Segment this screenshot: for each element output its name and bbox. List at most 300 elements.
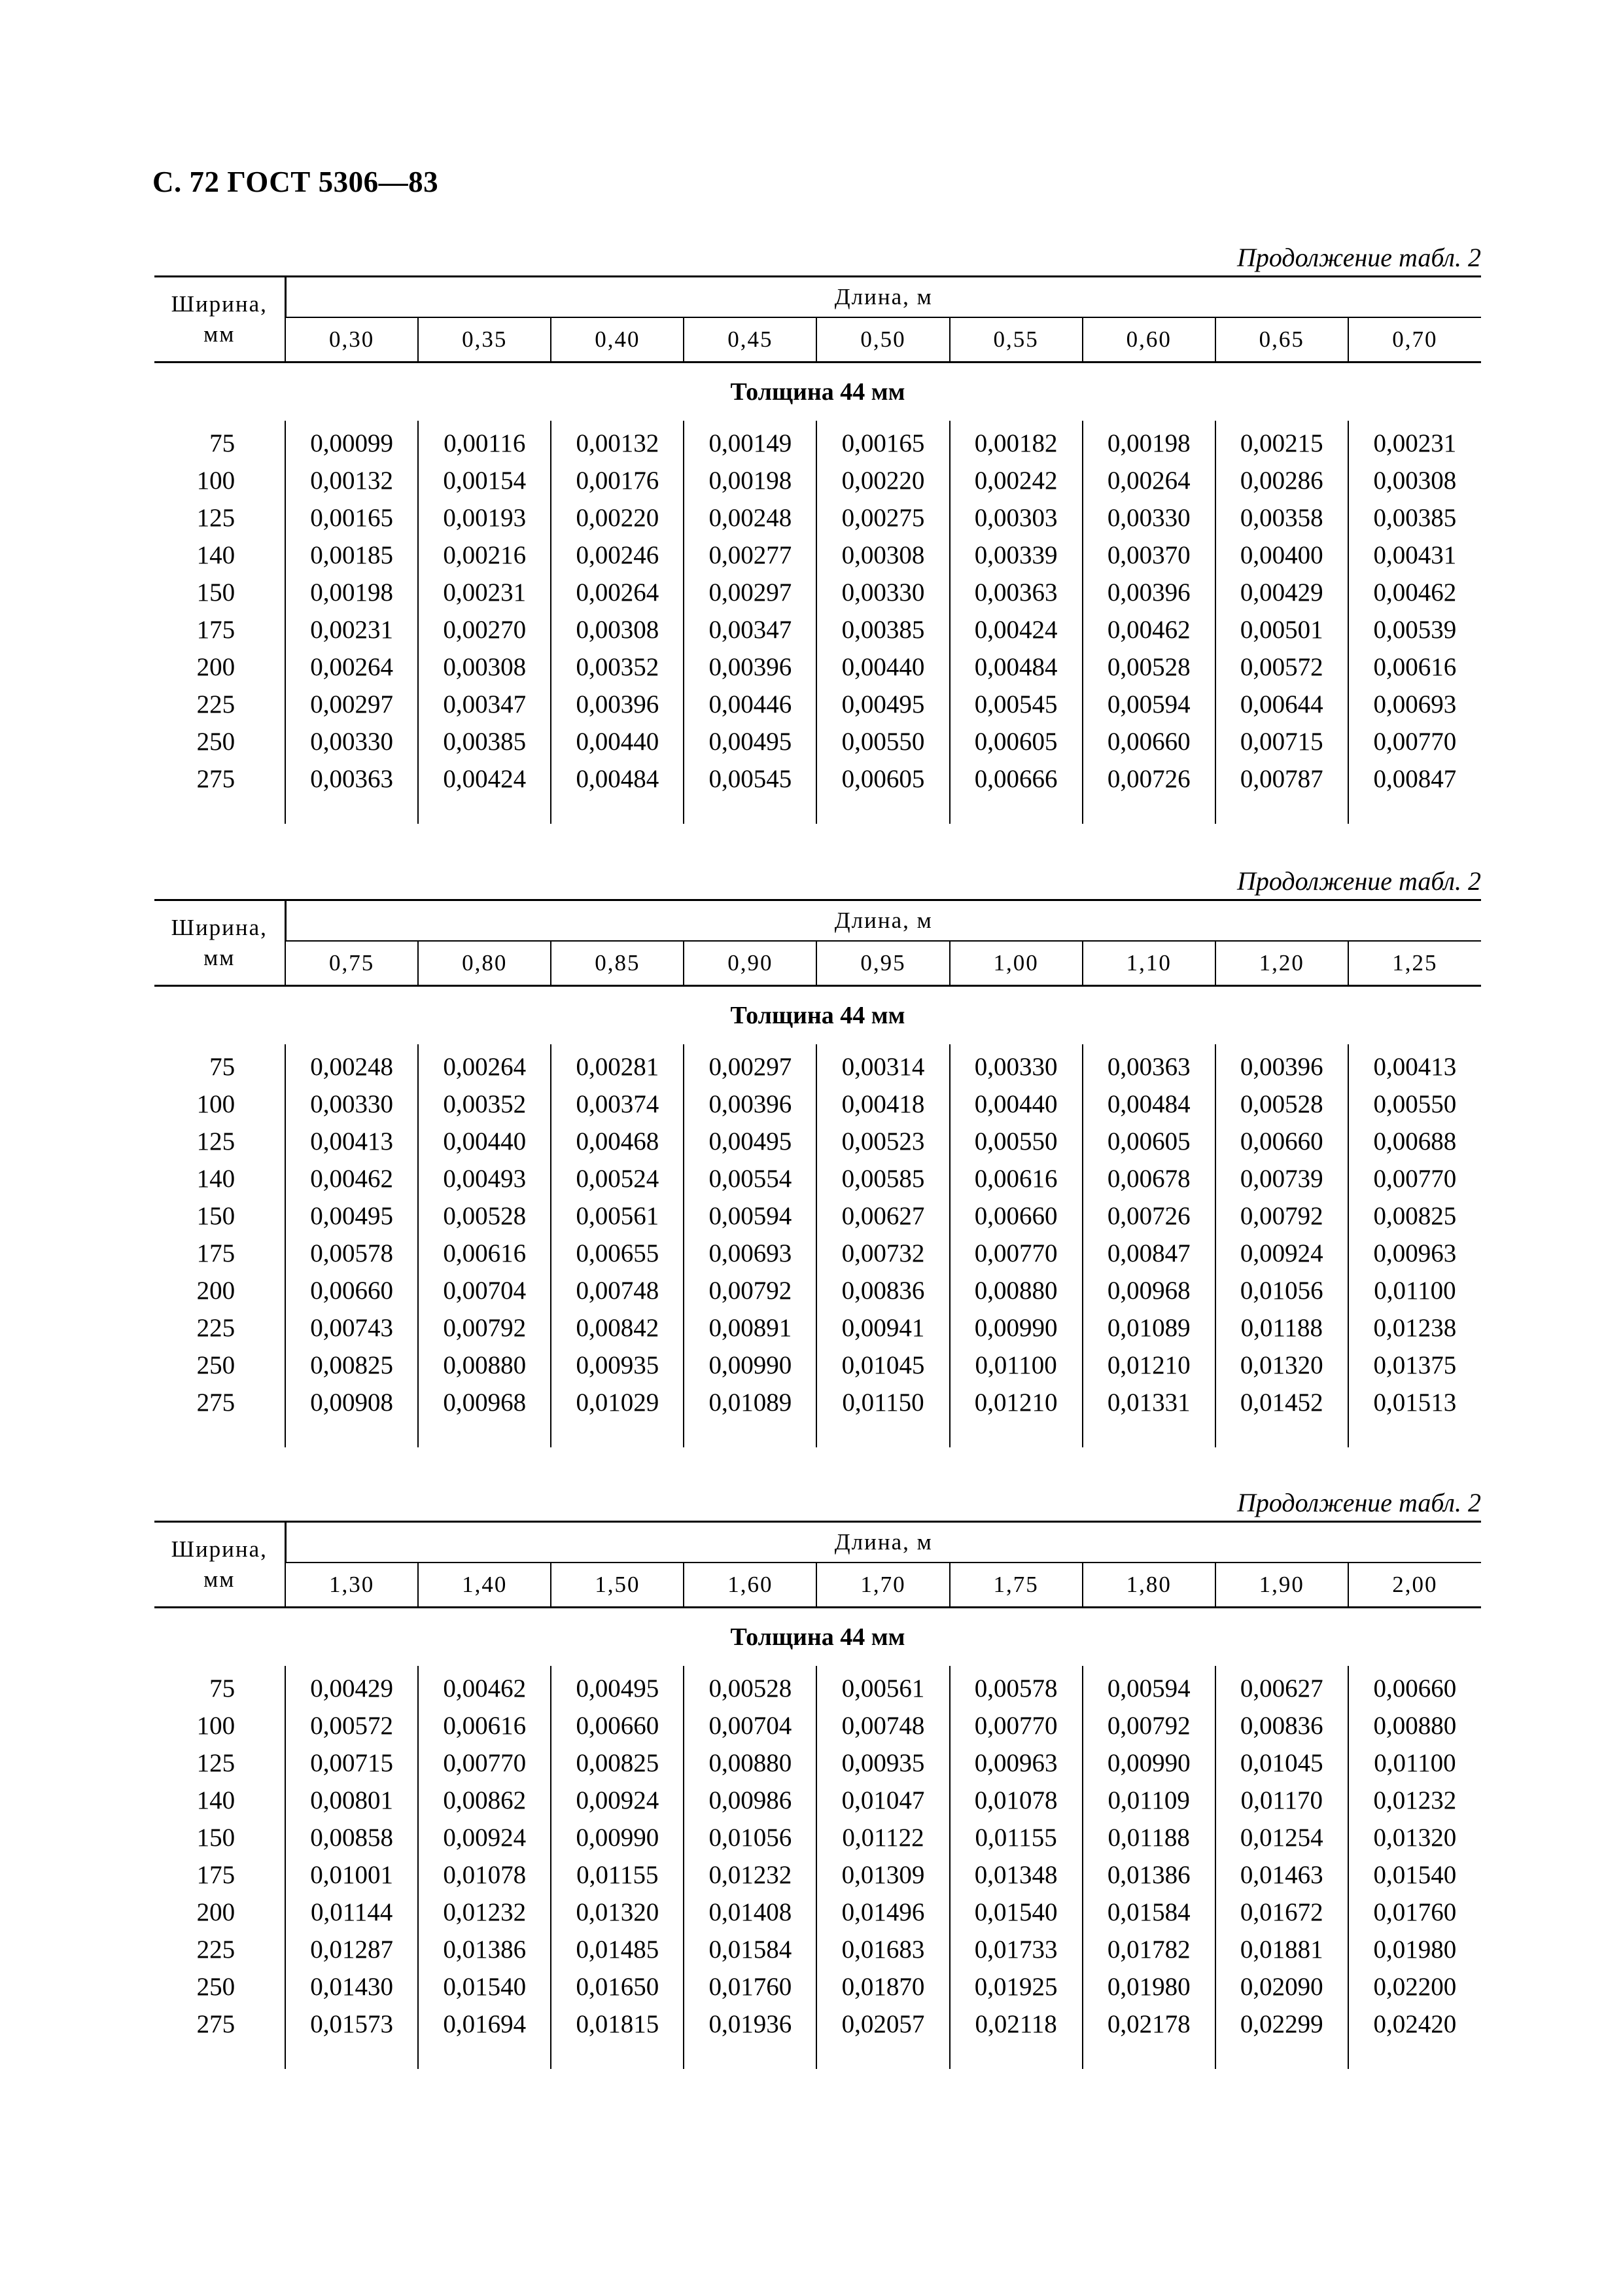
length-header-cell: 0,30: [285, 317, 418, 362]
width-cell: 200: [196, 1898, 236, 1926]
volume-cell: 0,01408: [684, 1894, 816, 1931]
volume-cell: 0,01089: [1083, 1309, 1215, 1347]
length-header-cell: 1,20: [1215, 941, 1348, 986]
width-cell: 75: [209, 1053, 236, 1081]
width-header-text: Ширина, мм: [171, 291, 268, 347]
volume-cell: 0,00286: [1215, 462, 1348, 499]
table-row: [154, 686, 1481, 723]
table-row: [154, 1782, 1481, 1819]
volume-cell: 0,00644: [1215, 686, 1348, 723]
table-row: [154, 2005, 1481, 2043]
volume-cell: 0,00847: [1083, 1235, 1215, 1272]
volume-cell: 0,01980: [1083, 1968, 1215, 2005]
width-cell: 125: [196, 504, 236, 532]
table-row: [154, 648, 1481, 686]
volume-cell: 0,00528: [1215, 1086, 1348, 1123]
volume-cell: 0,01309: [816, 1856, 949, 1894]
volume-cell: 0,01232: [684, 1856, 816, 1894]
volume-cell: 0,00792: [1083, 1707, 1215, 1744]
length-header-cell: 0,65: [1215, 317, 1348, 362]
table-row: [154, 723, 1481, 760]
volume-cell: 0,00495: [684, 1123, 816, 1160]
table-block-3: [154, 1485, 1481, 2069]
volume-cell: 0,00330: [816, 574, 949, 611]
volume-cell: 0,00528: [1083, 648, 1215, 686]
volume-cell: 0,01287: [285, 1931, 418, 1968]
width-header-text: Ширина, мм: [171, 1536, 268, 1592]
volume-cell: 0,01672: [1215, 1894, 1348, 1931]
volume-cell: 0,00660: [1083, 723, 1215, 760]
length-header-cell: 1,90: [1215, 1563, 1348, 1608]
volume-cell: 0,00528: [418, 1197, 551, 1235]
volume-cell: 0,00605: [950, 723, 1083, 760]
volume-cell: 0,00363: [950, 574, 1083, 611]
volume-cell: 0,01375: [1348, 1347, 1481, 1384]
table-row: [154, 1819, 1481, 1856]
volume-cell: 0,00132: [285, 462, 418, 499]
volume-cell: 0,00550: [816, 723, 949, 760]
length-header-cell: 0,70: [1348, 317, 1481, 362]
volume-cell: 0,00578: [950, 1670, 1083, 1707]
volume-cell: 0,00358: [1215, 499, 1348, 537]
volume-cell: 0,00198: [1083, 425, 1215, 462]
volume-cell: 0,00231: [418, 574, 551, 611]
table-row: [154, 1968, 1481, 2005]
volume-cell: 0,00440: [551, 723, 684, 760]
volume-cell: 0,00704: [418, 1272, 551, 1309]
volume-cell: 0,00385: [816, 611, 949, 648]
volume-cell: 0,00198: [684, 462, 816, 499]
volume-cell: 0,01150: [816, 1384, 949, 1421]
volume-cell: 0,00484: [1083, 1086, 1215, 1123]
width-cell: 125: [196, 1749, 236, 1777]
table-row: [154, 425, 1481, 462]
volume-cell: 0,00246: [551, 537, 684, 574]
volume-cell: 0,00572: [1215, 648, 1348, 686]
volume-cell: 0,00616: [1348, 648, 1481, 686]
volume-cell: 0,00231: [285, 611, 418, 648]
volume-cell: 0,00666: [950, 760, 1083, 798]
table-row: [154, 574, 1481, 611]
volume-cell: 0,00693: [1348, 686, 1481, 723]
table-row: [154, 1272, 1481, 1309]
volume-cell: 0,01386: [1083, 1856, 1215, 1894]
volume-cell: 0,00825: [551, 1744, 684, 1782]
volume-cell: 0,00655: [551, 1235, 684, 1272]
length-header-cell: 1,80: [1083, 1563, 1215, 1608]
table-row: [154, 1894, 1481, 1931]
volume-cell: 0,01452: [1215, 1384, 1348, 1421]
volume-cell: 0,00347: [418, 686, 551, 723]
volume-cell: 0,01881: [1215, 1931, 1348, 1968]
volume-cell: 0,00792: [418, 1309, 551, 1347]
length-group-header: Длина, м: [285, 1522, 1481, 1563]
volume-cell: 0,00462: [1348, 574, 1481, 611]
volume-cell: 0,01045: [1215, 1744, 1348, 1782]
volume-cell: 0,00424: [418, 760, 551, 798]
volume-cell: 0,01100: [1348, 1272, 1481, 1309]
length-header-cell: 0,55: [950, 317, 1083, 362]
width-cell: 275: [196, 765, 236, 793]
volume-cell: 0,00554: [684, 1160, 816, 1197]
width-cell: 150: [196, 578, 236, 607]
volume-cell: 0,00688: [1348, 1123, 1481, 1160]
volume-cell: 0,00770: [950, 1235, 1083, 1272]
volume-cell: 0,00220: [551, 499, 684, 537]
page-header: С. 72 ГОСТ 5306—83: [152, 166, 439, 198]
volume-cell: 0,01760: [1348, 1894, 1481, 1931]
volume-cell: 0,00182: [950, 425, 1083, 462]
length-header-cell: 1,75: [950, 1563, 1083, 1608]
length-header-cell: 0,90: [684, 941, 816, 986]
volume-cell: 0,00605: [816, 760, 949, 798]
width-cell: 100: [196, 1090, 236, 1118]
volume-cell: 0,00825: [285, 1347, 418, 1384]
table-row: [154, 1197, 1481, 1235]
volume-cell: 0,00616: [418, 1235, 551, 1272]
volume-cell: 0,00248: [684, 499, 816, 537]
volume-cell: 0,00968: [1083, 1272, 1215, 1309]
volume-cell: 0,00215: [1215, 425, 1348, 462]
volume-cell: 0,00660: [285, 1272, 418, 1309]
volume-cell: 0,01232: [418, 1894, 551, 1931]
table-caption: Продолжение табл. 2: [1236, 243, 1481, 272]
volume-cell: 0,00880: [1348, 1707, 1481, 1744]
volume-cell: 0,00524: [551, 1160, 684, 1197]
volume-cell: 0,00385: [418, 723, 551, 760]
volume-cell: 0,01694: [418, 2005, 551, 2043]
table-row: [154, 1048, 1481, 1086]
volume-cell: 0,01078: [418, 1856, 551, 1894]
volume-cell: 0,01254: [1215, 1819, 1348, 1856]
volume-cell: 0,00264: [1083, 462, 1215, 499]
volume-cell: 0,00413: [285, 1123, 418, 1160]
volume-cell: 0,00715: [1215, 723, 1348, 760]
volume-cell: 0,00880: [684, 1744, 816, 1782]
volume-cell: 0,01430: [285, 1968, 418, 2005]
volume-cell: 0,01188: [1215, 1309, 1348, 1347]
volume-cell: 0,00400: [1215, 537, 1348, 574]
volume-cell: 0,00660: [551, 1707, 684, 1744]
volume-cell: 0,02420: [1348, 2005, 1481, 2043]
volume-cell: 0,00963: [1348, 1235, 1481, 1272]
volume-cell: 0,00347: [684, 611, 816, 648]
volume-cell: 0,00308: [551, 611, 684, 648]
table-row: [154, 1309, 1481, 1347]
volume-cell: 0,00363: [285, 760, 418, 798]
thickness-label: Толщина 44 мм: [730, 1002, 905, 1029]
width-cell: 175: [196, 1861, 236, 1889]
table-row: [154, 1744, 1481, 1782]
volume-cell: 0,00242: [950, 462, 1083, 499]
volume-cell: 0,01925: [950, 1968, 1083, 2005]
volume-cell: 0,00968: [418, 1384, 551, 1421]
volume-cell: 0,00429: [1215, 574, 1348, 611]
volume-table: [154, 1521, 1481, 2069]
volume-cell: 0,00748: [551, 1272, 684, 1309]
volume-cell: 0,00330: [285, 1086, 418, 1123]
volume-cell: 0,00627: [816, 1197, 949, 1235]
width-column-header: [154, 900, 285, 986]
volume-cell: 0,00627: [1215, 1670, 1348, 1707]
volume-cell: 0,00149: [684, 425, 816, 462]
volume-cell: 0,00308: [1348, 462, 1481, 499]
table-row: [154, 462, 1481, 499]
volume-cell: 0,00462: [285, 1160, 418, 1197]
volume-cell: 0,00847: [1348, 760, 1481, 798]
volume-cell: 0,00297: [684, 1048, 816, 1086]
volume-cell: 0,00726: [1083, 760, 1215, 798]
volume-cell: 0,00545: [950, 686, 1083, 723]
volume-cell: 0,01584: [1083, 1894, 1215, 1931]
volume-cell: 0,00297: [285, 686, 418, 723]
volume-cell: 0,00495: [684, 723, 816, 760]
volume-cell: 0,02200: [1348, 1968, 1481, 2005]
volume-cell: 0,00396: [684, 1086, 816, 1123]
volume-cell: 0,00585: [816, 1160, 949, 1197]
volume-cell: 0,00440: [418, 1123, 551, 1160]
volume-cell: 0,00116: [418, 425, 551, 462]
volume-cell: 0,01573: [285, 2005, 418, 2043]
volume-cell: 0,00990: [684, 1347, 816, 1384]
volume-cell: 0,00374: [551, 1086, 684, 1123]
volume-cell: 0,00297: [684, 574, 816, 611]
volume-cell: 0,01100: [950, 1347, 1083, 1384]
volume-cell: 0,00339: [950, 537, 1083, 574]
table-row: [154, 499, 1481, 537]
volume-cell: 0,02118: [950, 2005, 1083, 2043]
volume-cell: 0,00924: [551, 1782, 684, 1819]
volume-cell: 0,00216: [418, 537, 551, 574]
volume-cell: 0,00693: [684, 1235, 816, 1272]
volume-cell: 0,01870: [816, 1968, 949, 2005]
volume-cell: 0,00891: [684, 1309, 816, 1347]
volume-table: [154, 899, 1481, 1447]
volume-cell: 0,00935: [551, 1347, 684, 1384]
table-row: [154, 1856, 1481, 1894]
volume-cell: 0,00308: [816, 537, 949, 574]
volume-cell: 0,00484: [950, 648, 1083, 686]
volume-cell: 0,00550: [1348, 1086, 1481, 1123]
volume-cell: 0,01650: [551, 1968, 684, 2005]
volume-cell: 0,01188: [1083, 1819, 1215, 1856]
volume-cell: 0,00440: [816, 648, 949, 686]
volume-cell: 0,00176: [551, 462, 684, 499]
volume-cell: 0,00578: [285, 1235, 418, 1272]
volume-cell: 0,00495: [816, 686, 949, 723]
volume-cell: 0,01782: [1083, 1931, 1215, 1968]
volume-cell: 0,01045: [816, 1347, 949, 1384]
volume-cell: 0,00231: [1348, 425, 1481, 462]
volume-cell: 0,01463: [1215, 1856, 1348, 1894]
volume-cell: 0,00963: [950, 1744, 1083, 1782]
thickness-label: Толщина 44 мм: [730, 1623, 905, 1651]
volume-cell: 0,00836: [816, 1272, 949, 1309]
volume-cell: 0,01232: [1348, 1782, 1481, 1819]
length-header-cell: 0,85: [551, 941, 684, 986]
volume-cell: 0,01056: [684, 1819, 816, 1856]
volume-cell: 0,00462: [418, 1670, 551, 1707]
volume-cell: 0,00678: [1083, 1160, 1215, 1197]
width-cell: 200: [196, 653, 236, 681]
volume-cell: 0,01485: [551, 1931, 684, 1968]
volume-cell: 0,01584: [684, 1931, 816, 1968]
volume-cell: 0,00616: [950, 1160, 1083, 1197]
volume-cell: 0,00132: [551, 425, 684, 462]
volume-cell: 0,00660: [950, 1197, 1083, 1235]
length-header-cell: 0,50: [816, 317, 949, 362]
length-header-cell: 0,75: [285, 941, 418, 986]
length-group-header: Длина, м: [285, 900, 1481, 942]
volume-cell: 0,01540: [950, 1894, 1083, 1931]
volume-cell: 0,01029: [551, 1384, 684, 1421]
volume-cell: 0,00561: [816, 1670, 949, 1707]
volume-cell: 0,00446: [684, 686, 816, 723]
table-row: [154, 1707, 1481, 1744]
volume-cell: 0,00484: [551, 760, 684, 798]
volume-cell: 0,01760: [684, 1968, 816, 2005]
width-cell: 250: [196, 728, 236, 756]
volume-cell: 0,00501: [1215, 611, 1348, 648]
volume-table: [154, 275, 1481, 824]
volume-cell: 0,00792: [1215, 1197, 1348, 1235]
table-caption: Продолжение табл. 2: [1236, 1488, 1481, 1517]
volume-cell: 0,00330: [285, 723, 418, 760]
volume-cell: 0,00330: [950, 1048, 1083, 1086]
width-cell: 175: [196, 616, 236, 644]
volume-cell: 0,00616: [418, 1707, 551, 1744]
table-row: [154, 1670, 1481, 1707]
volume-cell: 0,00462: [1083, 611, 1215, 648]
width-cell: 175: [196, 1239, 236, 1267]
length-header-cell: 1,40: [418, 1563, 551, 1608]
volume-cell: 0,00732: [816, 1235, 949, 1272]
volume-cell: 0,02057: [816, 2005, 949, 2043]
table-row: [154, 760, 1481, 798]
volume-cell: 0,00396: [551, 686, 684, 723]
volume-cell: 0,00396: [1215, 1048, 1348, 1086]
volume-cell: 0,01100: [1348, 1744, 1481, 1782]
width-cell: 250: [196, 1351, 236, 1379]
volume-cell: 0,01056: [1215, 1272, 1348, 1309]
volume-cell: 0,01320: [551, 1894, 684, 1931]
length-header-cell: 1,50: [551, 1563, 684, 1608]
table-caption: Продолжение табл. 2: [1236, 866, 1481, 896]
length-header-cell: 0,60: [1083, 317, 1215, 362]
volume-cell: 0,00801: [285, 1782, 418, 1819]
volume-cell: 0,01815: [551, 2005, 684, 2043]
width-cell: 150: [196, 1202, 236, 1230]
volume-cell: 0,01238: [1348, 1309, 1481, 1347]
volume-cell: 0,00660: [1348, 1670, 1481, 1707]
volume-cell: 0,01047: [816, 1782, 949, 1819]
volume-cell: 0,00468: [551, 1123, 684, 1160]
volume-cell: 0,00880: [418, 1347, 551, 1384]
length-header-cell: 0,40: [551, 317, 684, 362]
volume-cell: 0,01683: [816, 1931, 949, 1968]
volume-cell: 0,01540: [418, 1968, 551, 2005]
volume-cell: 0,01001: [285, 1856, 418, 1894]
table-row: [154, 1123, 1481, 1160]
volume-cell: 0,01936: [684, 2005, 816, 2043]
table-row: [154, 1160, 1481, 1197]
volume-cell: 0,00986: [684, 1782, 816, 1819]
width-cell: 125: [196, 1127, 236, 1156]
table-row: [154, 1931, 1481, 1968]
volume-cell: 0,01155: [551, 1856, 684, 1894]
volume-cell: 0,00858: [285, 1819, 418, 1856]
volume-cell: 0,00792: [684, 1272, 816, 1309]
volume-cell: 0,00605: [1083, 1123, 1215, 1160]
volume-cell: 0,00275: [816, 499, 949, 537]
table-row: [154, 1235, 1481, 1272]
volume-cell: 0,01320: [1348, 1819, 1481, 1856]
width-cell: 225: [196, 1314, 236, 1342]
volume-cell: 0,00264: [285, 648, 418, 686]
width-header-text: Ширина, мм: [171, 915, 268, 970]
width-cell: 275: [196, 2010, 236, 2038]
length-header-cell: 1,60: [684, 1563, 816, 1608]
volume-cell: 0,00550: [950, 1123, 1083, 1160]
volume-cell: 0,00413: [1348, 1048, 1481, 1086]
volume-cell: 0,00528: [684, 1670, 816, 1707]
volume-cell: 0,00715: [285, 1744, 418, 1782]
volume-cell: 0,00704: [684, 1707, 816, 1744]
length-header-cell: 0,80: [418, 941, 551, 986]
volume-cell: 0,00493: [418, 1160, 551, 1197]
table-block-1: [154, 240, 1481, 824]
volume-cell: 0,00352: [418, 1086, 551, 1123]
width-column-header: [154, 277, 285, 362]
length-group-header: Длина, м: [285, 277, 1481, 318]
width-cell: 100: [196, 1712, 236, 1740]
volume-cell: 0,00539: [1348, 611, 1481, 648]
volume-cell: 0,00330: [1083, 499, 1215, 537]
volume-cell: 0,02299: [1215, 2005, 1348, 2043]
length-header-cell: 1,10: [1083, 941, 1215, 986]
table-row: [154, 1086, 1481, 1123]
volume-cell: 0,00185: [285, 537, 418, 574]
volume-cell: 0,00941: [816, 1309, 949, 1347]
width-cell: 75: [209, 429, 236, 457]
volume-cell: 0,00440: [950, 1086, 1083, 1123]
width-cell: 225: [196, 690, 236, 718]
width-cell: 140: [196, 1165, 236, 1193]
volume-cell: 0,00990: [950, 1309, 1083, 1347]
thickness-label: Толщина 44 мм: [730, 378, 905, 406]
volume-cell: 0,00396: [684, 648, 816, 686]
table-row: [154, 1384, 1481, 1421]
length-header-cell: 0,35: [418, 317, 551, 362]
volume-cell: 0,00726: [1083, 1197, 1215, 1235]
volume-cell: 0,00281: [551, 1048, 684, 1086]
volume-cell: 0,00660: [1215, 1123, 1348, 1160]
volume-cell: 0,00220: [816, 462, 949, 499]
volume-cell: 0,00594: [1083, 686, 1215, 723]
volume-cell: 0,00739: [1215, 1160, 1348, 1197]
volume-cell: 0,00370: [1083, 537, 1215, 574]
volume-cell: 0,00352: [551, 648, 684, 686]
volume-cell: 0,00770: [1348, 723, 1481, 760]
length-header-cell: 0,45: [684, 317, 816, 362]
volume-cell: 0,00198: [285, 574, 418, 611]
volume-cell: 0,00770: [950, 1707, 1083, 1744]
volume-cell: 0,00165: [285, 499, 418, 537]
volume-cell: 0,00264: [551, 574, 684, 611]
volume-cell: 0,00248: [285, 1048, 418, 1086]
volume-cell: 0,01386: [418, 1931, 551, 1968]
width-cell: 250: [196, 1973, 236, 2001]
